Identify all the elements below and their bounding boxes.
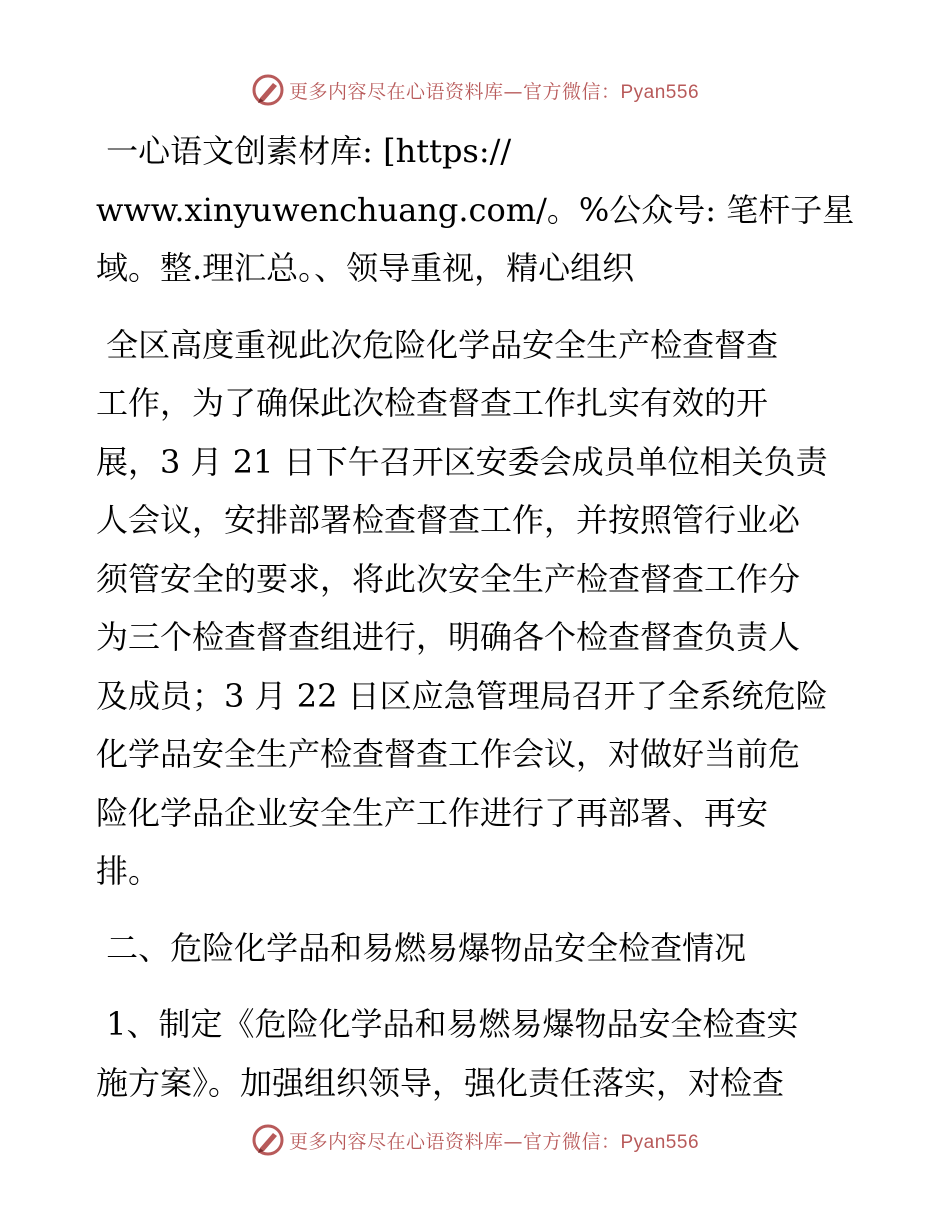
text-line: 及成员；3 月 22 日区应急管理局召开了全系统危险 — [96, 676, 828, 715]
text-line: 化学品安全生产检查督查工作会议，对做好当前危 — [96, 735, 801, 773]
text-line: 工作，为了确保此次检查督查工作扎实有效的开 — [96, 384, 769, 422]
section-heading: 二、危险化学品和易燃易爆物品安全检查情况 — [96, 928, 747, 967]
text-line: 全区高度重视此次危险化学品安全生产检查督查 — [96, 325, 779, 364]
footer-banner — [0, 1120, 950, 1160]
text-line: 险化学品企业安全生产工作进行了再部署、再安 — [96, 793, 769, 832]
wechat-id: Pyan556 — [620, 1131, 700, 1153]
banner-text: 更多内容尽在心语资料库—官方微信：Pyan556 — [288, 80, 700, 103]
text-line: 须管安全的要求，将此次安全生产检查督查工作分 — [96, 559, 801, 598]
text-line: 展，3 月 21 日下午召开区安委会成员单位相关负责 — [96, 442, 828, 481]
pen-logo-icon — [251, 1123, 285, 1157]
paragraph-1 — [96, 316, 856, 901]
text-line: 为三个检查督查组进行，明确各个检查督查负责人 — [96, 618, 801, 656]
header-banner — [0, 70, 950, 110]
text-line: 一心语文创素材库: [https:// — [96, 132, 512, 170]
text-line: www.xinyuwenchuang.com/。%公众号: 笔杆子星 — [96, 190, 855, 229]
text-line: 域。整.理汇总。、领导重视，精心组织 — [96, 249, 635, 287]
banner-text: 更多内容尽在心语资料库—官方微信：Pyan556 — [288, 1130, 700, 1153]
text-line: 1、制定《危险化学品和易燃易爆物品安全检查实 — [96, 1005, 799, 1043]
paragraph-2 — [96, 995, 856, 1112]
pen-logo-icon — [251, 73, 285, 107]
text-line: 人会议，安排部署检查督查工作，并按照管行业必 — [96, 501, 801, 539]
text-line: 排。 — [96, 852, 161, 890]
document-body — [96, 122, 856, 1112]
intro-paragraph — [96, 122, 856, 298]
text-line: 施方案》。加强组织领导，强化责任落实，对检查 — [96, 1063, 785, 1102]
wechat-id: Pyan556 — [620, 81, 700, 103]
